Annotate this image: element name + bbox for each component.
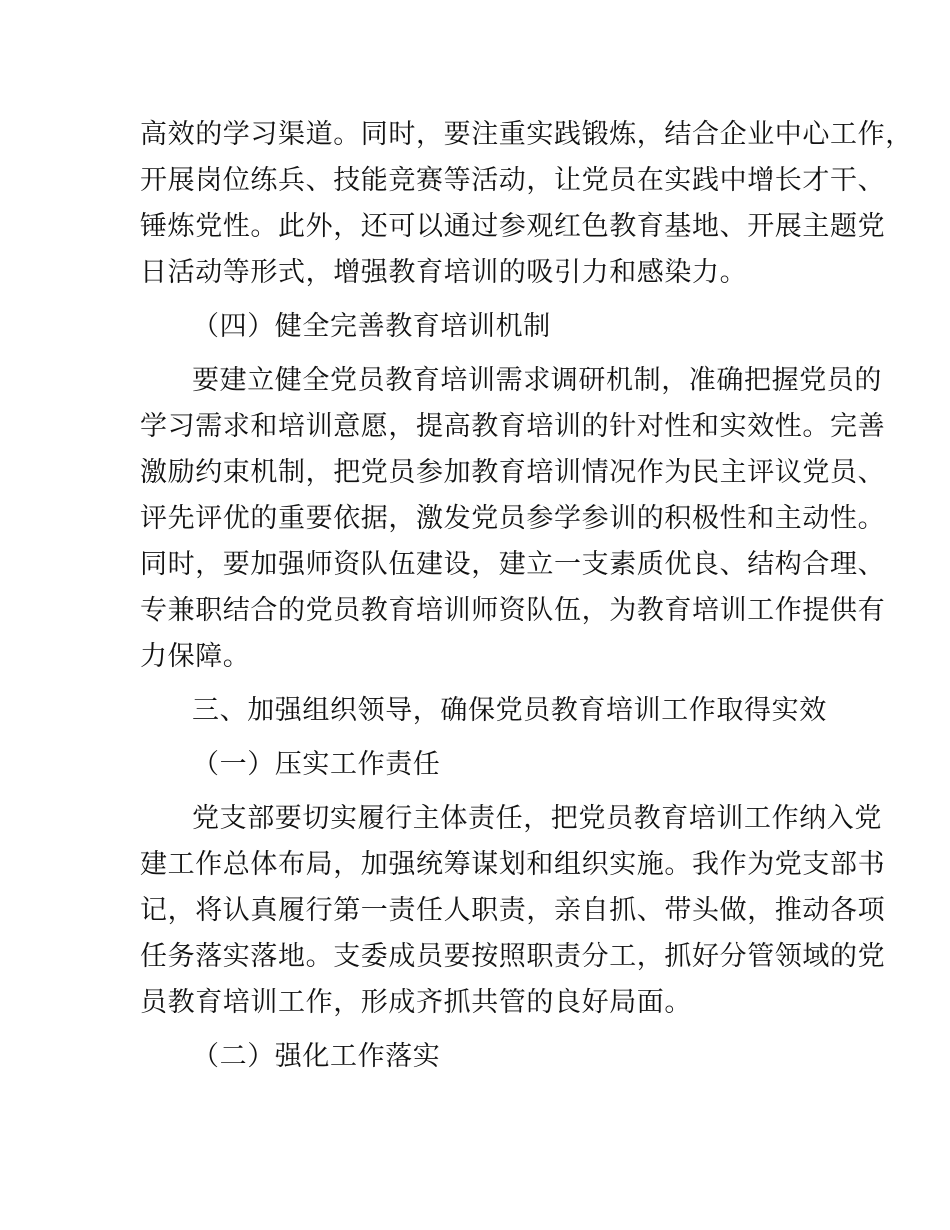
subsection-heading-1 (140, 742, 830, 788)
text-line: 记，将认真履行第一责任人职责，亲自抓、带头做，推动各项 (140, 895, 886, 926)
text-line: 员教育培训工作，形成齐抓共管的良好局面。 (140, 987, 692, 1018)
text-line: 同时，要加强师资队伍建设，建立一支素质优良、结构合理、 (140, 549, 886, 580)
text-line: 要建立健全党员教育培训需求调研机制，准确把握党员的 (192, 365, 882, 396)
heading-text: （四）健全完善教育培训机制 (192, 311, 551, 342)
section-heading-3 (140, 688, 830, 734)
text-line: 力保障。 (140, 641, 251, 672)
heading-text: （二）强化工作落实 (192, 1041, 441, 1072)
text-line: 日活动等形式，增强教育培训的吸引力和感染力。 (140, 257, 748, 288)
document-page (140, 112, 913, 1080)
paragraph-practice-training (140, 112, 913, 296)
text-line: 任务落实落地。支委成员要按照职责分工，抓好分管领域的党 (140, 941, 886, 972)
text-line: 学习需求和培训意愿，提高教育培训的针对性和实效性。完善 (140, 411, 886, 442)
text-line: 建工作总体布局，加强统筹谋划和组织实施。我作为党支部书 (140, 849, 886, 880)
text-line: 开展岗位练兵、技能竞赛等活动，让党员在实践中增长才干、 (140, 165, 886, 196)
text-line: 高效的学习渠道。同时，要注重实践锻炼，结合企业中心工作， (140, 119, 913, 150)
text-line: 激励约束机制，把党员参加教育培训情况作为民主评议党员、 (140, 457, 886, 488)
text-line: 评先评优的重要依据，激发党员参学参训的积极性和主动性。 (140, 503, 886, 534)
text-line: 党支部要切实履行主体责任，把党员教育培训工作纳入党 (192, 803, 882, 834)
section-heading-4 (140, 304, 830, 350)
heading-text: （一）压实工作责任 (192, 749, 441, 780)
text-line: 锤炼党性。此外，还可以通过参观红色教育基地、开展主题党 (140, 211, 886, 242)
subsection-heading-2 (140, 1034, 830, 1080)
text-line: 专兼职结合的党员教育培训师资队伍，为教育培训工作提供有 (140, 595, 886, 626)
paragraph-training-mechanism (140, 358, 886, 680)
paragraph-responsibility (140, 796, 886, 1026)
heading-text: 三、加强组织领导，确保党员教育培训工作取得实效 (192, 695, 827, 726)
